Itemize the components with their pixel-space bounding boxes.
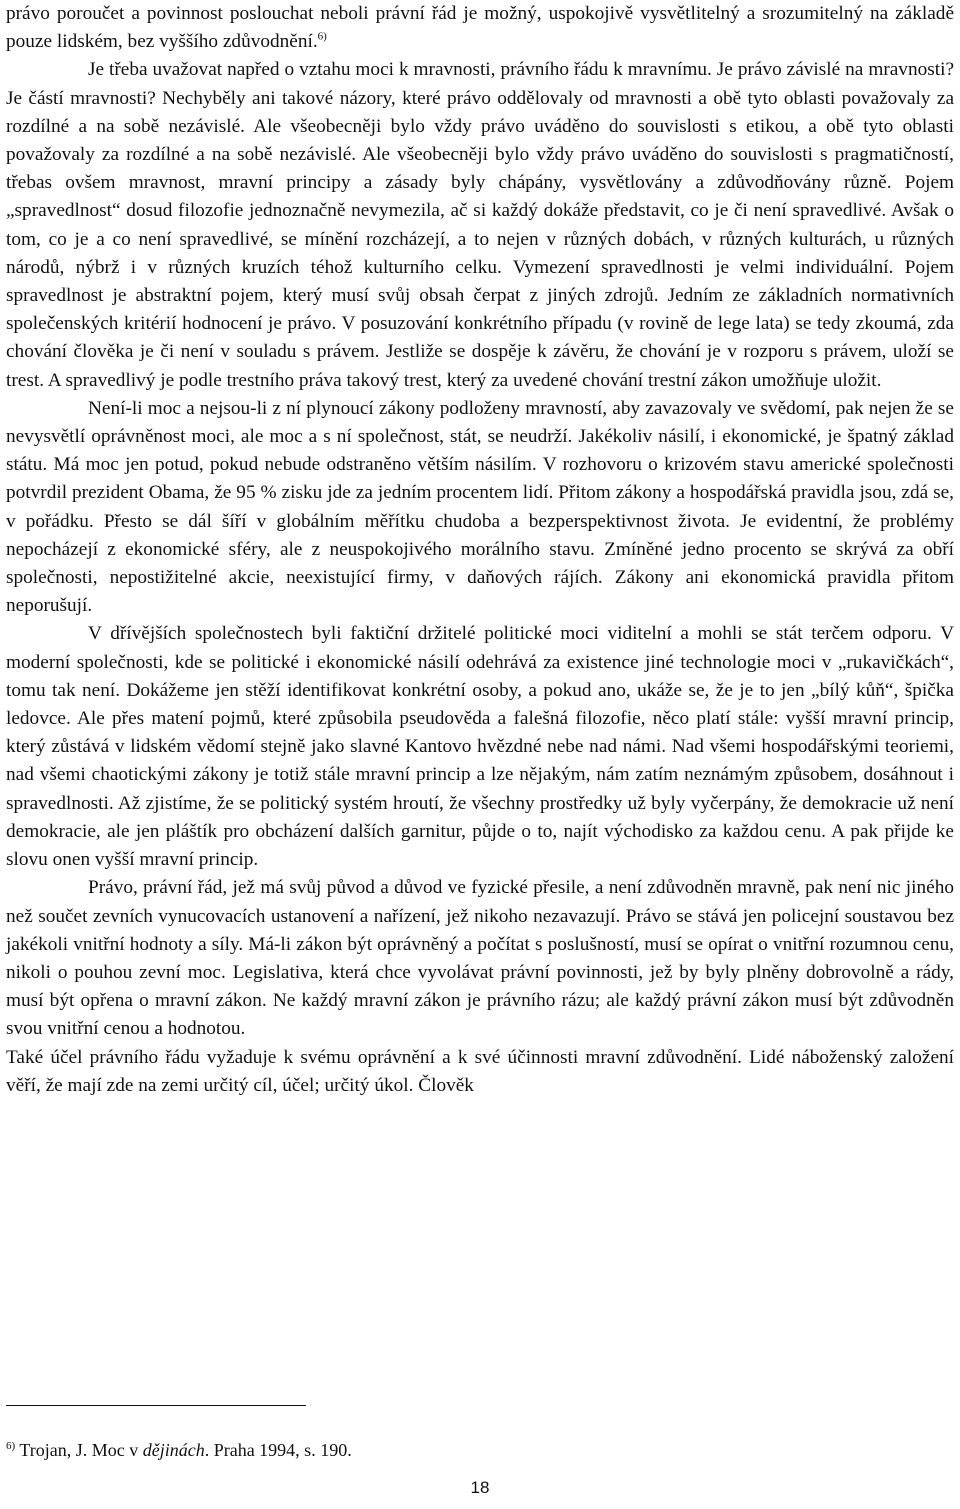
paragraph-2: Je třeba uvažovat napřed o vztahu moci k mravnosti, právního řádu k mravnímu. Je právo závislé na mravnosti? Je částí mravnosti? Nechyběly ani takové názory, které právo oddělovaly od mravnosti a obě tyto oblasti považovaly za rozdílné a na sobě nezávislé. Ale všeobecněji bylo vždy právo uváděno do souvislosti s etikou, a obě tyto oblasti považovaly za rozdílné a na sobě nezávislé. Ale všeobecněji bylo vždy právo uváděno do souvislosti s pragmatičností, třebas ovšem mravnost, mravní principy a zásady byly chápány, vysvětlovány a zdůvodňovány různě. Pojem „spravedlnost“ dosud filozofie jednoznačně nevymezila, ač si každý dokáže představit, co je či není spravedlivé. Avšak o tom, co je a co není spravedlivé, se mínění rozcházejí, a to nejen v různých dobách, v různých kulturách, u různých národů, nýbrž i v různých kruzích téhož kulturního celku. Vymezení spravedlnosti je velmi individuální. Pojem spravedlnost je abstraktní pojem, který musí svůj obsah čerpat z jiných zdrojů. Jedním ze základních normativních společenských kritérií hodnocení je právo. V posuzování konkrétního případu (v rovině de lege lata) se tedy zkoumá, zda chování člověka je či není v souladu s právem. Jestliže se dospěje k závěru, že chování je v rozporu s právem, uloží se trest. A spravedlivý je podle trestního práva takový trest, který za uvedené chování trestní zákon umožňuje uložit.: [6, 59, 954, 391]
paragraph-5: Právo, právní řád, jež má svůj původ a důvod ve fyzické přesile, a není zdůvodněn mravně, pak není nic jiného než součet zevních vynucovacích ustanovení a nařízení, jež nikoho nezavazují. Právo se stává jen policejní soustavou bez jakékoli vnitřní hodnoty a síly. Má-li zákon být oprávněný a počítat s poslušností, musí se opírat o vnitřní rozumnou cenu, nikoli o pouhou zevní moc. Legislativa, která chce vyvolávat právní povinnosti, jež by byly plněny dobrovolně a rády, musí být opřena o mravní zákon. Ne každý mravní zákon je právního rázu; ale každý právní zákon musí být zdůvodněn svou vnitřní cenou a hodnotou.: [6, 877, 954, 1040]
body-text: [6, 0, 954, 1100]
paragraph-6: Také účel právního řádu vyžaduje k svému oprávnění a k své účinnosti mravní zdůvodnění. Lidé náboženský založení věří, že mají zde na zemi určitý cíl, účel; určitý úkol. Člověk: [6, 1046, 954, 1096]
footnote-title: dějinách: [142, 1440, 205, 1460]
page-body: [6, 0, 954, 1100]
paragraph-text: právo poroučet a povinnost poslouchat neboli právní řád je možný, uspokojivě vysvětlitelný a srozumitelný na základě pouze lidském, bez vyššího zdůvodnění.: [6, 3, 954, 53]
paragraph-1: [6, 0, 954, 56]
paragraph-4: V dřívějších společnostech byli faktiční držitelé politické moci viditelní a mohli se stát terčem odporu. V moderní společnosti, kde se politické i ekonomické násilí odehrává za existence jiné technologie moci v „rukavičkách“, tomu tak není. Dokážeme jen stěží identifikovat konkrétní osoby, a pokud ano, ukáže se, že je to jen „bílý kůň“, špička ledovce. Ale přes matení pojmů, které způsobila pseudověda a falešná filozofie, něco platí stále: vyšší mravní princip, který zůstává v lidském vědomí stejně jako slavné Kantovo hvězdné nebe nad námi. Nad všemi hospodářskými teoriemi, nad všemi chaotickými zákony je totiž stále mravní princip a lze nějakým, nám zatím neznámým způsobem, dosáhnout i spravedlnosti. Až zjistíme, že se politický systém hroutí, že všechny prostředky už byly vyčerpány, že demokracie už není demokracie, ale jen pláštík pro obcházení dalších garnitur, půjde o to, najít východisko za každou cenu. A pak přijde ke slovu onen vyšší mravní princip.: [6, 623, 954, 871]
footnote-reference[interactable]: 6): [317, 30, 327, 43]
footnote-marker: 6): [6, 1440, 16, 1452]
footnote: [6, 1438, 352, 1462]
paragraph-3: Není-li moc a nejsou-li z ní plynoucí zákony podloženy mravností, aby zavazovaly ve svědomí, pak nejen že se nevysvětlí oprávněnost moci, ale moc a s ní společnost, stát, se neudrží. Jakékoliv násilí, i ekonomické, je špatný základ státu. Má moc jen potud, pokud nebude odstraněno větším násilím. V rozhovoru o krizovém stavu americké společnosti potvrdil prezident Obama, že 95 % zisku jde za jedním procentem lidí. Přitom zákony a hospodářská pravidla jsou, zdá se, v pořádku. Přesto se dál šíří v globálním měřítku chudoba a bezperspektivnost života. Je evidentní, že problémy nepocházejí z ekonomické sféry, ale z neuspokojivého morálního stavu. Zmíněné jedno procento se skrývá za obří společnosti, nepostižitelné akcie, neexistující firmy, v daňových rájích. Zákony ani ekonomická pravidla přitom neporušují.: [6, 397, 954, 617]
footnote-rest: . Praha 1994, s. 190.: [204, 1440, 352, 1460]
footnote-author: Trojan, J. Moc v: [19, 1440, 143, 1460]
page-number: 18: [470, 1478, 490, 1497]
footnote-separator: [6, 1405, 306, 1406]
